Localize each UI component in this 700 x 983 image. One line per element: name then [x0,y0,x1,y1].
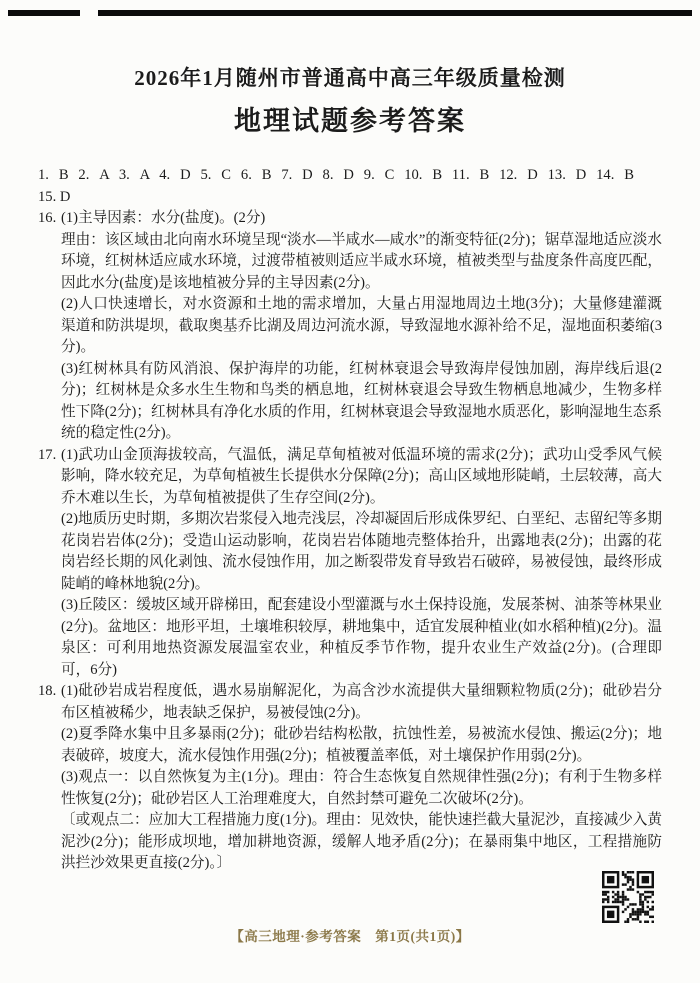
question-17-answer [38,445,662,682]
question-16-body [61,208,662,445]
answer-content [0,165,700,875]
q16-part-3: (3)红树林具有防风消浪、保护海岸的功能，红树林衰退会导致海岸侵蚀加剧，海岸线后退(2分)；红树林是众多水生生物和鸟类的栖息地，红树林衰退会导致生物栖息地减少，生物多样性下降(2分)；红树林具有净化水质的作用，红树林衰退会导致湿地水质恶化，影响湿地生态系统的稳定性(2分)。 [61,360,662,441]
scan-artifact-bar [8,10,692,16]
q18-part-2: (2)夏季降水集中且多暴雨(2分)；砒砂岩结构松散，抗蚀性差，易被流水侵蚀、搬运(2分)；地表破碎，坡度大，流水侵蚀作用强(2分)；植被覆盖率低，对土壤保护作用弱(2分)。 [61,726,662,764]
choice-answers-line-1: 1. B 2. A 3. A 4. D 5. C 6. B 7. D 8. D 9. C 10. B 11. B 12. D 13. D 14. B [38,167,634,183]
q17-part-3: (3)丘陵区：缓坡区域开辟梯田，配套建设小型灌溉与水土保持设施，发展茶树、油茶等林果业(2分)。盆地区：地形平坦，土壤堆积较厚，耕地集中，适宜发展种植业(如水稻种植)(2分)。温泉区：可利用地热资源发展温室农业，种植反季节作物，提升农业生产效益(2分)。(合理即可，6分) [61,597,662,678]
question-16-answer [38,208,662,445]
q16-part-1: (1)主导因素：水分(盐度)。(2分) [61,210,266,226]
q18-part-3-view-1: (3)观点一：以自然恢复为主(1分)。理由：符合生态恢复自然规律性强(2分)；有利于生物多样性恢复(2分)；砒砂岩区人工治理难度大，自然封禁可避免二次破坏(2分)。 [61,769,662,807]
q16-part-2: (2)人口快速增长，对水资源和土地的需求增加，大量占用湿地周边土地(3分)；大量修建灌溉渠道和防洪堤坝，截取奥基乔比湖及周边河流水源，导致湿地水源补给不足，湿地面积萎缩(3分)。 [61,296,662,355]
exam-title: 2026年1月随州市普通高中高三年级质量检测 [134,66,566,90]
scan-artifact-gap [80,9,98,18]
question-18-answer [38,681,662,875]
question-18-number: 18. [38,683,57,699]
choice-answers-line-2: 15. D [38,188,71,205]
question-16-number: 16. [38,210,57,226]
q18-part-1: (1)砒砂岩成岩程度低，遇水易崩解泥化，为高含沙水流提供大量细颗粒物质(2分)；砒砂岩分布区植被稀少，地表缺乏保护，易被侵蚀(2分)。 [61,683,662,721]
q18-part-3-view-2: 〔或观点二：应加大工程措施力度(1分)。理由：见效快，能快速拦截大量泥沙，直接减少入黄泥沙(2分)；能形成坝地，增加耕地资源，缓解人地矛盾(2分)；在暴雨集中地区，工程措施防洪拦沙效果更直接(2分)。〕 [61,812,662,871]
q17-part-2: (2)地质历史时期，多期次岩浆侵入地壳浅层，冷却凝固后形成侏罗纪、白垩纪、志留纪等多期花岗岩岩体(2分)；受造山运动影响，花岗岩岩体随地壳整体抬升，出露地表(2分)；出露的花岗岩经长期的风化剥蚀、流水侵蚀作用，加之断裂带发育导致岩石破碎，易被侵蚀，最终形成陡峭的峰林地貌(2分)。 [61,511,662,592]
page-footer: 【高三地理·参考答案 第1页(共1页)】 [230,929,470,944]
q16-part-1-reason: 理由：该区域由北向南水环境呈现“淡水—半咸水—咸水”的渐变特征(2分)；锯草湿地适应淡水环境，红树林适应咸水环境，过渡带植被则适应半咸水环境，植被类型与盐度条件高度匹配，因此水分(盐度)是该地植被分异的主导因素(2分)。 [61,231,662,291]
question-17-body [61,445,662,682]
question-18-body [61,681,662,875]
question-17-number: 17. [38,446,57,463]
qr-code [602,871,654,923]
exam-subtitle: 地理试题参考答案 [234,106,466,136]
q17-part-1: (1)武功山金顶海拔较高，气温低，满足草甸植被对低温环境的需求(2分)；武功山受季风气候影响，降水较充足，为草甸植被生长提供水分保障(2分)；高山区域地形陡峭，土层较薄，高大乔木难以生长，为草甸植被提供了生存空间(2分)。 [61,446,662,506]
